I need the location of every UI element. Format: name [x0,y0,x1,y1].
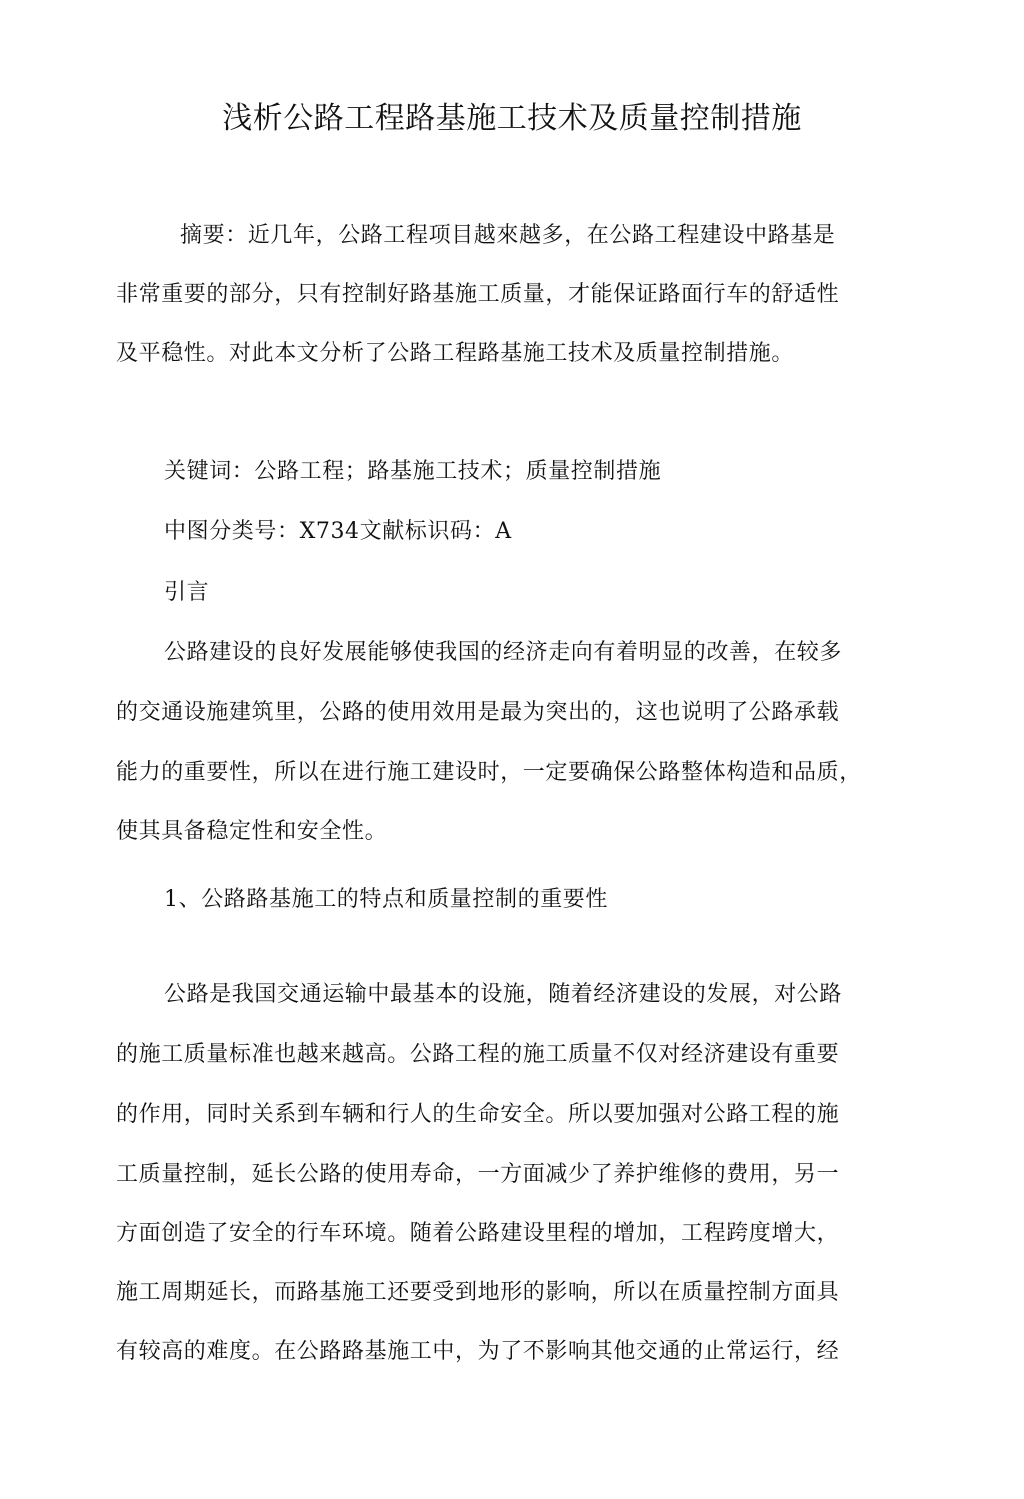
classification-line: 中图分类号：X734文献标识码：A [164,519,512,544]
section1-line: 公路是我国交通运输中最基本的设施，随着经济建设的发展，对公路 [164,982,843,1007]
section1-line: 的施工质量标准也越来越高。公路工程的施工质量不仅对经济建设有重要 [116,1042,840,1067]
document-title: 浅析公路工程路基施工技术及质量控制措施 [222,101,802,136]
section1-line: 方面创造了安全的行车环境。随着公路建设里程的增加，工程跨度增大， [116,1221,840,1246]
intro-line: 使其具备稳定性和安全性。 [116,819,388,844]
abstract-line: 及平稳性。对此本文分析了公路工程路基施工技术及质量控制措施。 [116,341,795,366]
section1-line: 有较高的难度。在公路路基施工中，为了不影响其他交通的止常运行，经 [116,1339,840,1364]
section1-line: 工质量控制，延长公路的使用寿命，一方面减少了养护维修的费用，另一 [116,1162,840,1187]
intro-line: 能力的重要性，所以在进行施工建设时，一定要确保公路整体构造和品质， [116,760,862,785]
intro-line: 的交通设施建筑里，公路的使用效用是最为突出的，这也说明了公路承载 [116,700,840,725]
section1-heading: 1、公路路基施工的特点和质量控制的重要性 [164,887,608,912]
abstract-line: 非常重要的部分，只有控制好路基施工质量，才能保证路面行车的舒适性 [116,282,840,307]
intro-line: 公路建设的良好发展能够使我国的经济走向有着明显的改善，在较多 [164,640,843,665]
keywords-line: 关键词：公路工程；路基施工技术；质量控制措施 [164,459,662,484]
section1-line: 的作用，同时关系到车辆和行人的生命安全。所以要加强对公路工程的施 [116,1102,840,1127]
abstract-line: 摘要：近几年，公路工程项目越來越多，在公路工程建设中路基是 [180,223,836,248]
section1-line: 施工周期延长，而路基施工还要受到地形的影响，所以在质量控制方面具 [116,1280,840,1305]
intro-heading: 引言 [164,580,210,605]
